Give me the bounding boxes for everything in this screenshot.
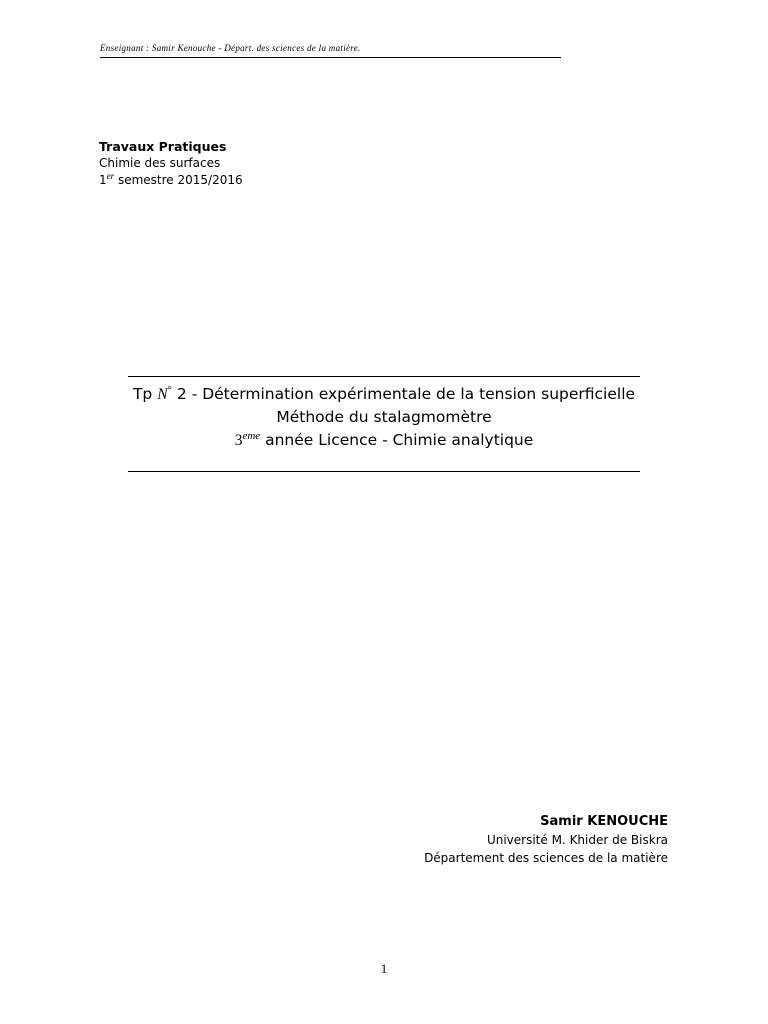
running-header: Enseignant : Samir Kenouche - Départ. des sciences de la matière.: [100, 43, 361, 53]
author-info: [424, 813, 668, 867]
course-subject: Chimie des surfaces: [99, 156, 221, 170]
tp-degree: °: [167, 384, 172, 396]
title-line-2: Méthode du stalagmomètre: [276, 408, 492, 426]
page-number: 1: [380, 961, 388, 976]
tp-title-text: - Détermination expérimentale de la tension superficielle: [191, 385, 636, 403]
author-university: Université M. Khider de Biskra: [486, 833, 668, 847]
title-rule-bottom: [128, 471, 640, 472]
year-number: 3: [234, 432, 243, 449]
semester-superscript: er: [106, 171, 115, 181]
title-line-3: [128, 429, 640, 452]
author-name: Samir KENOUCHE: [540, 814, 668, 829]
author-department: Département des sciences de la matière: [424, 851, 668, 865]
course-heading: Travaux Pratiques: [99, 139, 227, 154]
tp-number: 2: [176, 385, 187, 403]
semester-text: semestre 2015/2016: [117, 173, 243, 187]
course-semester: [99, 172, 243, 189]
tp-symbol: N: [157, 386, 168, 403]
year-text: année Licence - Chimie analytique: [265, 431, 534, 449]
tp-prefix: Tp: [132, 385, 153, 403]
course-info: [99, 138, 243, 189]
semester-number: 1: [99, 173, 107, 187]
title-rule-top: [128, 376, 640, 377]
year-superscript: eme: [242, 430, 261, 442]
header-rule: [100, 57, 561, 58]
title-line-1: [128, 383, 640, 406]
document-title: [128, 383, 640, 452]
